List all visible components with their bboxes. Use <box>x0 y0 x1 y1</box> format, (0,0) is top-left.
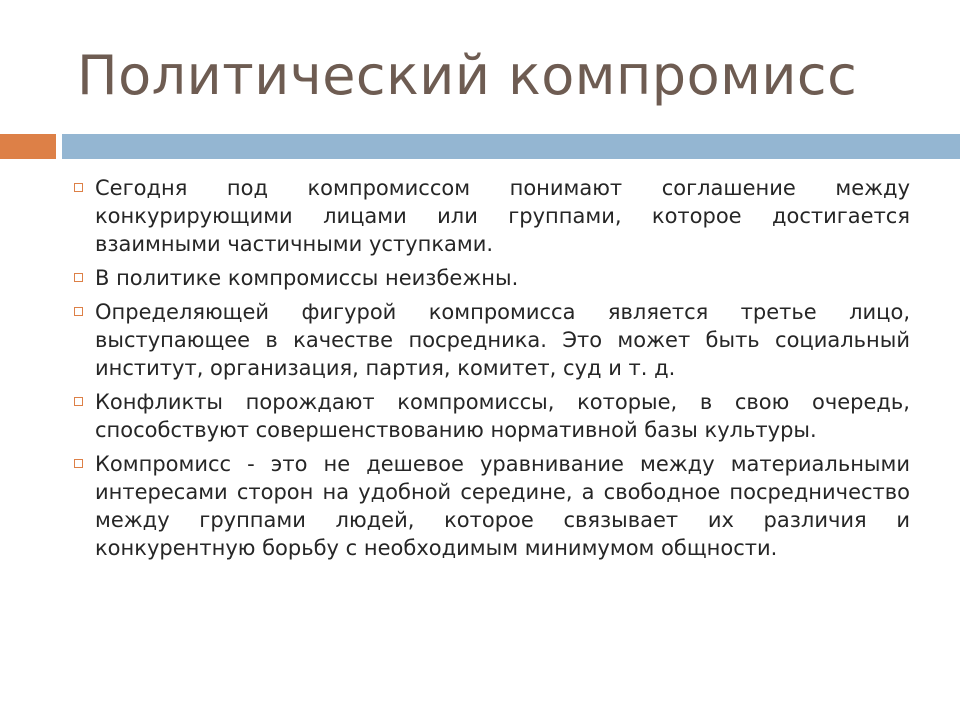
list-item <box>74 298 910 382</box>
square-bullet-icon <box>74 459 83 468</box>
list-item <box>74 174 910 258</box>
list-item-text: Определяющей фигурой компромисса является третье лицо, выступающее в качестве посредника. Это может быть социальный институт, организация, партия, комитет, суд и т. д. <box>95 300 910 380</box>
list-item-text: Сегодня под компромиссом понимают соглашение между конкурирующими лицами или группами, которое достигается взаимными частичными уступками. <box>95 176 910 256</box>
list-item <box>74 388 910 444</box>
square-bullet-icon <box>74 307 83 316</box>
accent-band-orange <box>0 134 56 159</box>
list-item <box>74 264 910 292</box>
square-bullet-icon <box>74 273 83 282</box>
square-bullet-icon <box>74 397 83 406</box>
slide-title: Политический компромисс <box>77 44 858 107</box>
list-item-text: Конфликты порождают компромиссы, которые, в свою очередь, способствуют совершенствованию нормативной базы культуры. <box>95 390 910 442</box>
bullet-list <box>74 174 910 568</box>
list-item-text: Компромисс - это не дешевое уравнивание между материальными интересами сторон на удобной середине, а свободное посредничество между группами людей, которое связывает их различия и конкурентную борьбу с необходимым минимумом общности. <box>95 452 910 560</box>
square-bullet-icon <box>74 183 83 192</box>
list-item <box>74 450 910 562</box>
accent-band-blue <box>62 134 960 159</box>
list-item-text: В политике компромиссы неизбежны. <box>95 266 519 290</box>
